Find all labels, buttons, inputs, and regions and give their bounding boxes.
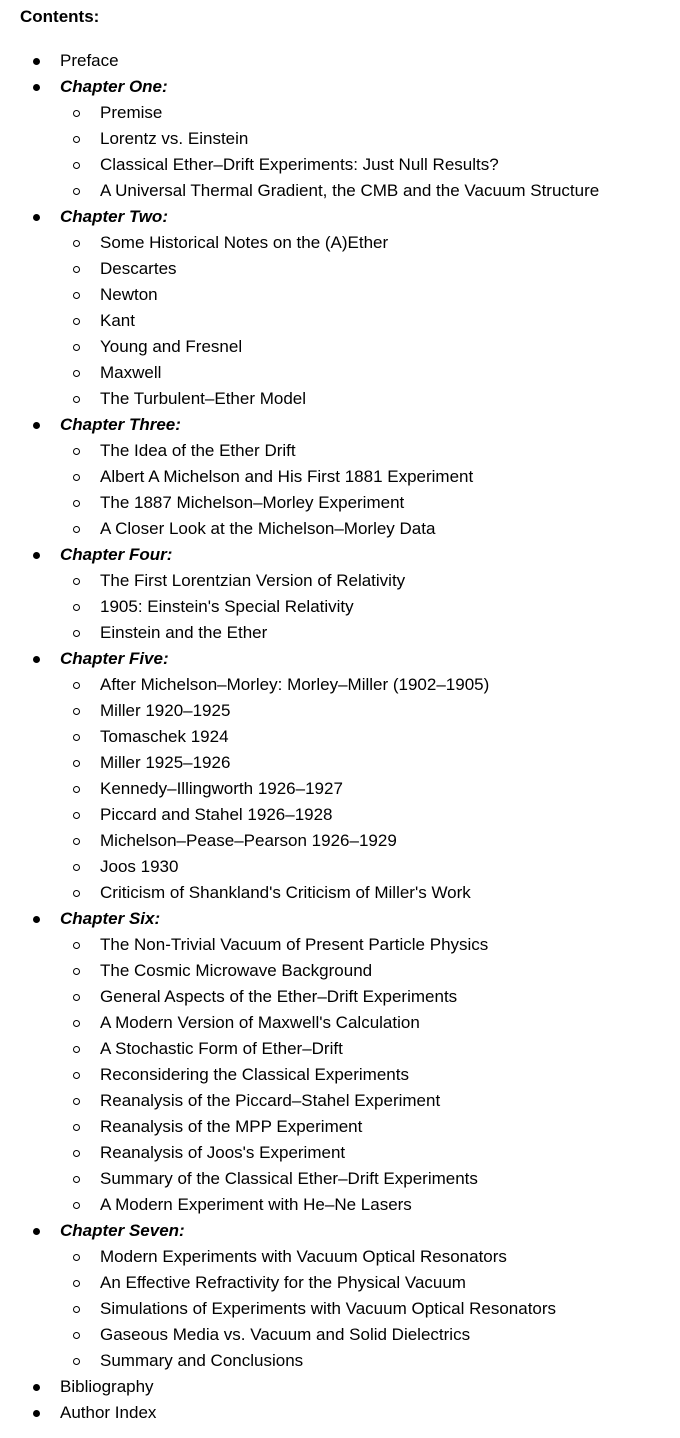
circle-bullet-icon bbox=[73, 838, 80, 845]
disc-bullet-icon bbox=[33, 1410, 40, 1417]
toc-subitem-label: Albert A Michelson and His First 1881 Experiment bbox=[100, 467, 474, 486]
circle-bullet-icon bbox=[73, 760, 80, 767]
toc-subitem-label: Simulations of Experiments with Vacuum Optical Resonators bbox=[100, 1299, 557, 1318]
toc-subitem bbox=[0, 958, 680, 984]
toc-subitem bbox=[0, 1166, 680, 1192]
circle-bullet-icon bbox=[73, 1202, 80, 1209]
toc-subitem-label: A Closer Look at the Michelson–Morley Data bbox=[100, 519, 436, 538]
toc-subitem bbox=[0, 1348, 680, 1374]
circle-bullet-icon bbox=[73, 240, 80, 247]
toc-item bbox=[0, 1374, 680, 1400]
toc-subitem bbox=[0, 308, 680, 334]
circle-bullet-icon bbox=[73, 1254, 80, 1261]
toc-subitem-label: Gaseous Media vs. Vacuum and Solid Dielectrics bbox=[100, 1325, 471, 1344]
toc-item-label: Preface bbox=[60, 51, 119, 70]
toc-subitem-label: The Idea of the Ether Drift bbox=[100, 441, 296, 460]
toc-subitem-label: Some Historical Notes on the (A)Ether bbox=[100, 233, 389, 252]
toc-subitem-label: Modern Experiments with Vacuum Optical Resonators bbox=[100, 1247, 507, 1266]
circle-bullet-icon bbox=[73, 318, 80, 325]
toc-subitem bbox=[0, 724, 680, 750]
toc-subitem bbox=[0, 1114, 680, 1140]
toc-subitem bbox=[0, 1322, 680, 1348]
toc-subitem-label: Reanalysis of the MPP Experiment bbox=[100, 1117, 363, 1136]
toc-subitem bbox=[0, 568, 680, 594]
disc-bullet-icon bbox=[33, 916, 40, 923]
toc-subitem-label: Summary of the Classical Ether–Drift Experiments bbox=[100, 1169, 478, 1188]
circle-bullet-icon bbox=[73, 942, 80, 949]
contents-heading: Contents: bbox=[20, 7, 100, 26]
toc-subitem-label: Premise bbox=[100, 103, 163, 122]
toc-subitem bbox=[0, 334, 680, 360]
disc-bullet-icon bbox=[33, 552, 40, 559]
toc-subitem bbox=[0, 802, 680, 828]
circle-bullet-icon bbox=[73, 1150, 80, 1157]
toc-chapter-item bbox=[0, 542, 680, 568]
toc-subitem bbox=[0, 828, 680, 854]
circle-bullet-icon bbox=[73, 344, 80, 351]
chapter-label: Chapter Five: bbox=[60, 649, 169, 668]
toc-subitem-label: Einstein and the Ether bbox=[100, 623, 268, 642]
toc-item bbox=[0, 48, 680, 74]
circle-bullet-icon bbox=[73, 1072, 80, 1079]
toc-subitem-label: Reanalysis of the Piccard–Stahel Experiment bbox=[100, 1091, 441, 1110]
circle-bullet-icon bbox=[73, 396, 80, 403]
disc-bullet-icon bbox=[33, 1384, 40, 1391]
toc-subitem-label: Maxwell bbox=[100, 363, 162, 382]
toc-subitem bbox=[0, 1270, 680, 1296]
toc-subitem bbox=[0, 438, 680, 464]
chapter-label: Chapter Seven: bbox=[60, 1221, 185, 1240]
toc-subitem-label: A Modern Version of Maxwell's Calculation bbox=[100, 1013, 420, 1032]
circle-bullet-icon bbox=[73, 786, 80, 793]
toc-item bbox=[0, 1400, 680, 1426]
circle-bullet-icon bbox=[73, 1358, 80, 1365]
circle-bullet-icon bbox=[73, 968, 80, 975]
circle-bullet-icon bbox=[73, 708, 80, 715]
toc-item-label: Bibliography bbox=[60, 1377, 154, 1396]
chapter-label: Chapter Six: bbox=[60, 909, 161, 928]
table-of-contents bbox=[0, 48, 680, 1426]
circle-bullet-icon bbox=[73, 682, 80, 689]
toc-chapter-item bbox=[0, 1218, 680, 1244]
toc-subitem bbox=[0, 490, 680, 516]
disc-bullet-icon bbox=[33, 84, 40, 91]
toc-subitem-label: After Michelson–Morley: Morley–Miller (1902–1905) bbox=[100, 675, 490, 694]
circle-bullet-icon bbox=[73, 1124, 80, 1131]
circle-bullet-icon bbox=[73, 1332, 80, 1339]
toc-subitem bbox=[0, 854, 680, 880]
chapter-label: Chapter One: bbox=[60, 77, 168, 96]
circle-bullet-icon bbox=[73, 994, 80, 1001]
circle-bullet-icon bbox=[73, 110, 80, 117]
toc-subitem-label: Reanalysis of Joos's Experiment bbox=[100, 1143, 346, 1162]
toc-subitem bbox=[0, 1010, 680, 1036]
circle-bullet-icon bbox=[73, 474, 80, 481]
toc-subitem-label: A Modern Experiment with He–Ne Lasers bbox=[100, 1195, 412, 1214]
toc-subitem bbox=[0, 178, 680, 204]
toc-subitem-label: Miller 1925–1926 bbox=[100, 753, 231, 772]
toc-subitem bbox=[0, 750, 680, 776]
circle-bullet-icon bbox=[73, 1306, 80, 1313]
toc-subitem-label: Miller 1920–1925 bbox=[100, 701, 231, 720]
toc-subitem bbox=[0, 1192, 680, 1218]
toc-subitem bbox=[0, 126, 680, 152]
toc-subitem-label: General Aspects of the Ether–Drift Experiments bbox=[100, 987, 458, 1006]
circle-bullet-icon bbox=[73, 604, 80, 611]
toc-subitem-label: Young and Fresnel bbox=[100, 337, 243, 356]
chapter-label: Chapter Two: bbox=[60, 207, 168, 226]
circle-bullet-icon bbox=[73, 1098, 80, 1105]
toc-subitem bbox=[0, 464, 680, 490]
toc-subitem-label: Classical Ether–Drift Experiments: Just Null Results? bbox=[100, 155, 499, 174]
toc-chapter-item bbox=[0, 204, 680, 230]
disc-bullet-icon bbox=[33, 656, 40, 663]
circle-bullet-icon bbox=[73, 1280, 80, 1287]
disc-bullet-icon bbox=[33, 214, 40, 221]
toc-item-label: Author Index bbox=[60, 1403, 157, 1422]
toc-subitem bbox=[0, 672, 680, 698]
toc-subitem-label: Reconsidering the Classical Experiments bbox=[100, 1065, 409, 1084]
disc-bullet-icon bbox=[33, 1228, 40, 1235]
circle-bullet-icon bbox=[73, 864, 80, 871]
toc-subitem bbox=[0, 282, 680, 308]
chapter-label: Chapter Three: bbox=[60, 415, 181, 434]
toc-subitem-label: Descartes bbox=[100, 259, 177, 278]
toc-subitem bbox=[0, 386, 680, 412]
toc-subitem bbox=[0, 1036, 680, 1062]
circle-bullet-icon bbox=[73, 162, 80, 169]
toc-subitem-label: The 1887 Michelson–Morley Experiment bbox=[100, 493, 405, 512]
circle-bullet-icon bbox=[73, 1046, 80, 1053]
toc-chapter-item bbox=[0, 646, 680, 672]
disc-bullet-icon bbox=[33, 422, 40, 429]
toc-subitem-label: Summary and Conclusions bbox=[100, 1351, 304, 1370]
toc-subitem-label: An Effective Refractivity for the Physical Vacuum bbox=[100, 1273, 466, 1292]
circle-bullet-icon bbox=[73, 266, 80, 273]
toc-subitem-label: The Turbulent–Ether Model bbox=[100, 389, 307, 408]
toc-subitem bbox=[0, 100, 680, 126]
toc-subitem bbox=[0, 880, 680, 906]
circle-bullet-icon bbox=[73, 526, 80, 533]
toc-subitem-label: Newton bbox=[100, 285, 158, 304]
circle-bullet-icon bbox=[73, 292, 80, 299]
toc-subitem bbox=[0, 984, 680, 1010]
toc-subitem bbox=[0, 360, 680, 386]
circle-bullet-icon bbox=[73, 1176, 80, 1183]
circle-bullet-icon bbox=[73, 188, 80, 195]
circle-bullet-icon bbox=[73, 734, 80, 741]
circle-bullet-icon bbox=[73, 890, 80, 897]
toc-subitem bbox=[0, 1088, 680, 1114]
toc-subitem bbox=[0, 620, 680, 646]
toc-subitem bbox=[0, 516, 680, 542]
circle-bullet-icon bbox=[73, 812, 80, 819]
chapter-label: Chapter Four: bbox=[60, 545, 173, 564]
circle-bullet-icon bbox=[73, 1020, 80, 1027]
toc-subitem-label: Lorentz vs. Einstein bbox=[100, 129, 249, 148]
toc-subitem-label: The Non-Trivial Vacuum of Present Particle Physics bbox=[100, 935, 489, 954]
circle-bullet-icon bbox=[73, 448, 80, 455]
toc-chapter-item bbox=[0, 74, 680, 100]
toc-chapter-item bbox=[0, 906, 680, 932]
toc-subitem-label: 1905: Einstein's Special Relativity bbox=[100, 597, 354, 616]
toc-subitem-label: The First Lorentzian Version of Relativity bbox=[100, 571, 406, 590]
toc-subitem bbox=[0, 1062, 680, 1088]
toc-subitem-label: Kennedy–Illingworth 1926–1927 bbox=[100, 779, 343, 798]
toc-subitem bbox=[0, 1244, 680, 1270]
circle-bullet-icon bbox=[73, 630, 80, 637]
toc-chapter-item bbox=[0, 412, 680, 438]
toc-subitem-label: The Cosmic Microwave Background bbox=[100, 961, 373, 980]
toc-subitem bbox=[0, 1296, 680, 1322]
toc-subitem-label: A Universal Thermal Gradient, the CMB and the Vacuum Structure bbox=[100, 181, 600, 200]
toc-subitem bbox=[0, 1140, 680, 1166]
toc-subitem bbox=[0, 776, 680, 802]
toc-subitem-label: Michelson–Pease–Pearson 1926–1929 bbox=[100, 831, 397, 850]
toc-subitem-label: A Stochastic Form of Ether–Drift bbox=[100, 1039, 343, 1058]
circle-bullet-icon bbox=[73, 578, 80, 585]
toc-subitem bbox=[0, 230, 680, 256]
toc-subitem-label: Kant bbox=[100, 311, 135, 330]
toc-subitem bbox=[0, 698, 680, 724]
circle-bullet-icon bbox=[73, 136, 80, 143]
toc-subitem-label: Piccard and Stahel 1926–1928 bbox=[100, 805, 333, 824]
toc-subitem-label: Criticism of Shankland's Criticism of Miller's Work bbox=[100, 883, 471, 902]
circle-bullet-icon bbox=[73, 500, 80, 507]
circle-bullet-icon bbox=[73, 370, 80, 377]
toc-subitem-label: Tomaschek 1924 bbox=[100, 727, 229, 746]
toc-subitem bbox=[0, 256, 680, 282]
toc-subitem bbox=[0, 594, 680, 620]
toc-subitem bbox=[0, 152, 680, 178]
disc-bullet-icon bbox=[33, 58, 40, 65]
toc-subitem-label: Joos 1930 bbox=[100, 857, 179, 876]
toc-subitem bbox=[0, 932, 680, 958]
